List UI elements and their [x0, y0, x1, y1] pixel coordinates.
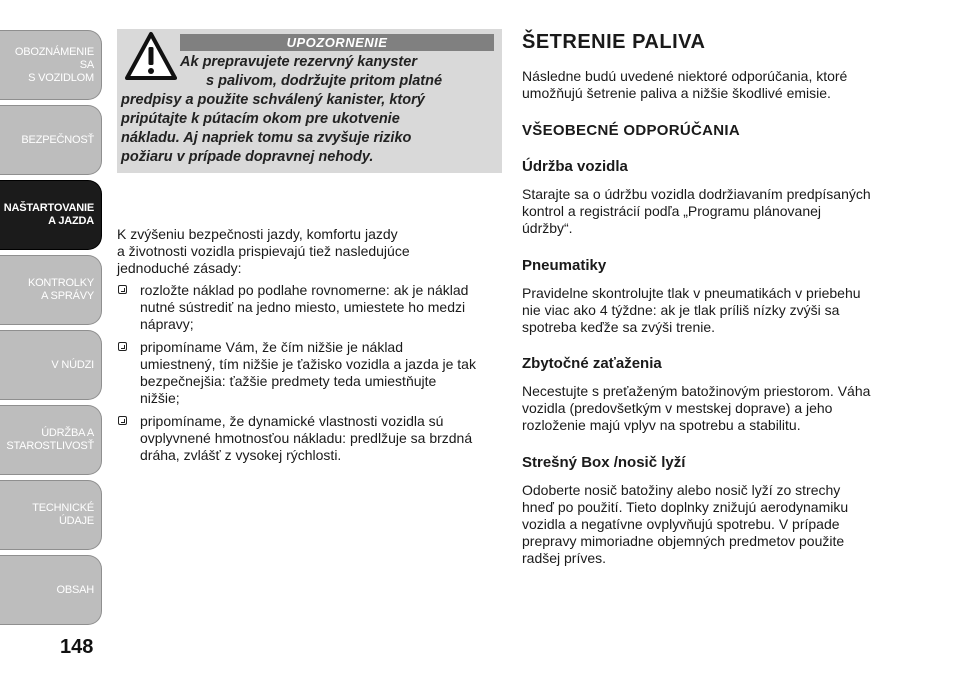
text-line: údržby“. — [522, 220, 573, 236]
text-line: rozloženie majú vplyv na spotrebu a stabilitu. — [522, 417, 801, 433]
text-line: bezpečnejšia: ťažšie predmety teda umiestňujte — [140, 373, 437, 389]
checkbox-bullet-icon — [118, 285, 127, 294]
text-line: nižšie; — [140, 390, 180, 406]
text-line: nutné sústrediť na jedno miesto, umiestete ho medzi — [140, 299, 466, 315]
subsection-heading: Údržba vozidla — [522, 158, 628, 175]
tab-nastartovanie[interactable]: NAŠTARTOVANIE A JAZDA — [0, 180, 102, 250]
subsection-heading: Strešný Box /nosič lyží — [522, 454, 686, 471]
text-line: spotreba keďže sa zvýši trenie. — [522, 319, 716, 335]
subsection-text — [522, 285, 942, 336]
text-line: K zvýšeniu bezpečnosti jazdy, komfortu jazdy — [117, 226, 398, 242]
text-line: vozidla a negatívne ovplyvňujú spotrebu. V prípade — [522, 516, 840, 532]
text-line: nie viac ako 4 týždne: ak je tlak príliš nízky zvýši sa — [522, 302, 840, 318]
warning-header: UPOZORNENIE — [180, 34, 494, 51]
warning-line: s palivom, dodržujte pritom platné — [206, 73, 443, 89]
left-column — [117, 226, 502, 464]
text-line: ovplyvnené hmotnosťou nákladu: predlžuje sa brzdná — [140, 430, 473, 446]
bullet-item — [117, 339, 502, 407]
text-line: Necestujte s preťaženým batožinovým priestorom. Váha — [522, 383, 871, 399]
subsection-text — [522, 482, 942, 567]
subsection-heading: Pneumatiky — [522, 257, 607, 274]
text-line: kontrol a registrácií podľa „Programu plánovanej — [522, 203, 822, 219]
text-line: umožňujú šetrenie paliva a nižšie škodlivé emisie. — [522, 85, 831, 101]
tab-kontrolky[interactable]: KONTROLKY A SPRÁVY — [0, 255, 102, 325]
text-line: dráha, zvlášť z vysokej rýchlosti. — [140, 447, 342, 463]
tab-v-nudzi[interactable]: V NÚDZI — [0, 330, 102, 400]
page-number: 148 — [60, 636, 94, 658]
subsection-text — [522, 383, 942, 434]
warning-line: pripútajte k pútacím okom pre ukotvenie — [121, 111, 400, 127]
text-line: jednoduché zásady: — [117, 260, 242, 276]
warning-box — [117, 29, 502, 173]
section-heading: VŠEOBECNÉ ODPORÚČANIA — [522, 122, 740, 139]
text-line: Následne budú uvedené niektoré odporúčania, ktoré — [522, 68, 848, 84]
bullet-item — [117, 413, 502, 464]
checkbox-bullet-icon — [118, 416, 127, 425]
text-line: umiestnený, tím nižšie je ťažisko vozidla a jazda je tak — [140, 356, 476, 372]
subsection-text — [522, 186, 942, 237]
page-title: ŠETRENIE PALIVA — [522, 31, 706, 53]
text-line: pripomíname, že dynamické vlastnosti vozidla sú — [140, 413, 444, 429]
text-line: radšej príves. — [522, 550, 607, 566]
intro-paragraph — [522, 68, 942, 102]
warning-line: požiaru v prípade dopravnej nehody. — [121, 149, 374, 165]
text-line: Starajte sa o údržbu vozidla dodržiavaním predpísaných — [522, 186, 871, 202]
text-line: Odoberte nosič batožiny alebo nosič lyží zo strechy — [522, 482, 841, 498]
warning-text — [117, 53, 502, 167]
tab-bezpecnost[interactable]: BEZPEČNOSŤ — [0, 105, 102, 175]
warning-line: Ak prepravujete rezervný kanyster — [180, 54, 417, 70]
text-line: nápravy; — [140, 316, 194, 332]
text-line: Pravidelne skontrolujte tlak v pneumatikách v priebehu — [522, 285, 861, 301]
intro-paragraph — [117, 226, 502, 277]
warning-line: nákladu. Aj napriek tomu sa zvyšuje riziko — [121, 130, 412, 146]
tab-oboznamenie[interactable]: OBOZNÁMENIE SA S VOZIDLOM — [0, 30, 102, 100]
text-line: hneď po použití. Tieto doplnky znižujú aerodynamiku — [522, 499, 849, 515]
checkbox-bullet-icon — [118, 342, 127, 351]
text-line: pripomíname Vám, že čím nižšie je náklad — [140, 339, 403, 355]
text-line: prepravy mimoriadne objemných predmetov použite — [522, 533, 845, 549]
text-line: vozidla (predovšetkým v mestskej doprave) a jeho — [522, 400, 833, 416]
bullet-item — [117, 282, 502, 333]
tab-technicke-udaje[interactable]: TECHNICKÉ ÚDAJE — [0, 480, 102, 550]
tab-obsah[interactable]: OBSAH — [0, 555, 102, 625]
text-line: rozložte náklad po podlahe rovnomerne: ak je náklad — [140, 282, 469, 298]
text-line: a životnosti vozidla prispievajú tiež nasledujúce — [117, 243, 410, 259]
subsection-heading: Zbytočné zaťaženia — [522, 355, 662, 372]
tab-udrzba[interactable]: ÚDRŽBA A STAROSTLIVOSŤ — [0, 405, 102, 475]
warning-line: predpisy a použite schválený kanister, ktorý — [121, 92, 425, 108]
